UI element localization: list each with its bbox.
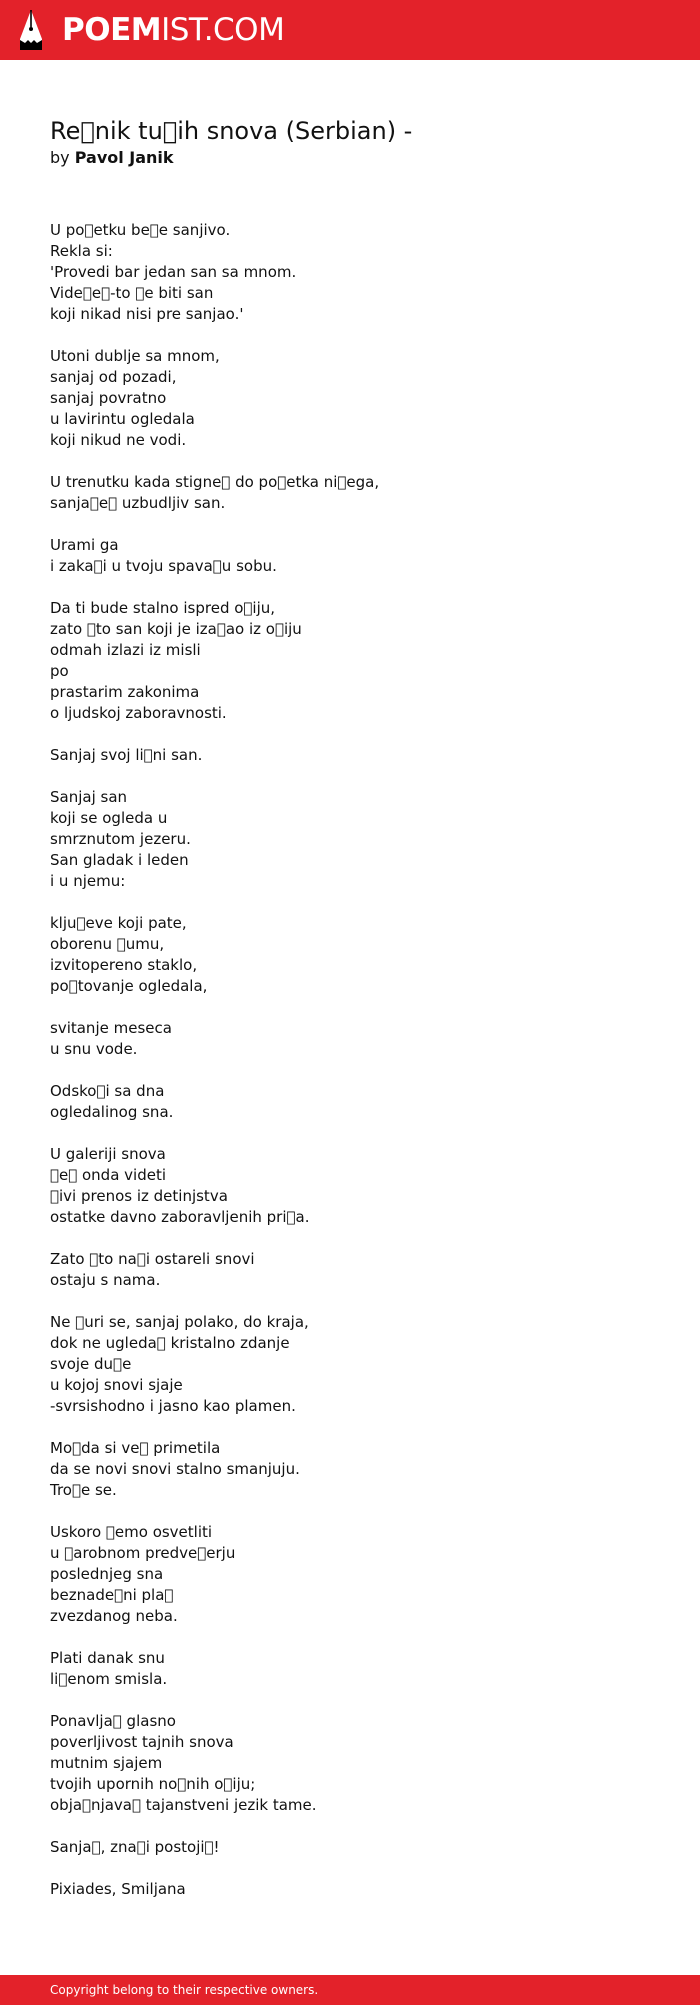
- poem-byline: [50, 147, 650, 169]
- brand-name-light: IST.COM: [161, 12, 285, 48]
- byline-label: by: [50, 148, 70, 167]
- poem-author: Pavol Janik: [74, 148, 174, 167]
- poem-content: [50, 115, 650, 1900]
- footer-copyright: Copyright belong to their respective owners.: [50, 1983, 319, 1997]
- poem-title: Re nik tu ih snova (Serbian) -: [50, 117, 413, 145]
- site-header: [0, 0, 700, 60]
- poem-body: U po etku be e sanjivo. Rekla si: 'Provedi bar jedan san sa mnom. Vide e -to  e biti san koji nikad nisi pre sanjao.' Utoni dublje sa mnom, sanjaj od pozadi, sanjaj povratno u lavirintu ogledala koji nikud ne vodi. U trenutku kada stigne  do po etka ni ega, sanja e  uzbudljiv san. Urami ga i zaka i u tvoju spava u sobu. Da ti bude stalno ispred o iju, zato  to san koji je iza ao iz o iju odmah izlazi iz misli po prastarim zakonima o ljudskoj zaboravnosti. Sanjaj svoj li ni san. Sanjaj san koji se ogleda u smrznutom jezeru. San gladak i leden i u njemu: klju eve koji pate, oborenu  umu, izvitopereno staklo, po tovanje ogledala, svitanje meseca u snu vode. Odsko i sa dna ogledalinog sna. U galeriji snova  e  onda videti  ivi prenos iz detinjstva ostatke davno zaboravljenih pri a. Zato  to na i ostareli snovi ostaju s nama. Ne  uri se, sanjaj polako, do kraja, dok ne ugleda  kristalno zdanje svoje du e u kojoj snovi sjaje -svrsishodno i jasno kao plamen. Mo da si ve  primetila da se novi snovi stalno smanjuju. Tro e se. Uskoro  emo osvetliti u  arobnom predve erju poslednjeg sna beznade ni pla  zvezdanog neba. Plati danak snu li enom smisla. Ponavlja  glasno poverljivost tajnih snova mutnim sjajem tvojih upornih no nih o iju; obja njava  tajanstveni jezik tame. Sanja , zna i postoji ! Pixiades, Smiljana: [50, 221, 380, 1898]
- brand-name: [62, 9, 284, 51]
- pen-nib-icon: [18, 9, 44, 51]
- site-logo-link[interactable]: [18, 9, 284, 51]
- brand-name-bold: POEM: [62, 12, 162, 48]
- site-footer: [0, 1975, 700, 2005]
